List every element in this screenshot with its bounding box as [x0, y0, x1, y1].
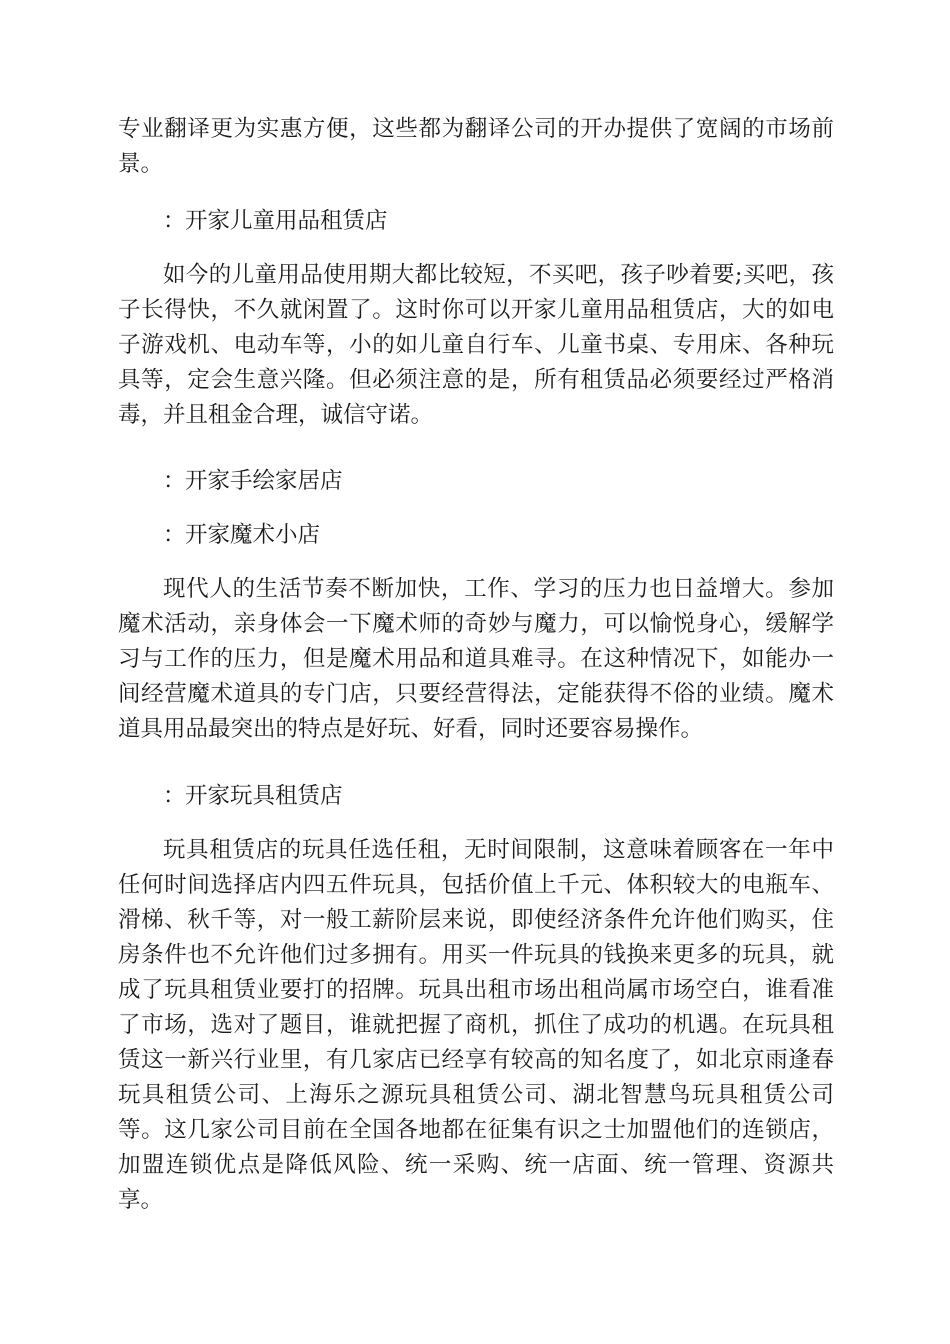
heading-prefix: ： — [163, 468, 186, 494]
section-heading-toy-rental — [118, 779, 879, 814]
paragraph-toy-rental: 玩具租赁店的玩具任选任租，无时间限制，这意味着顾客在一年中任何时间选择店内四五件玩具，包括价值上千元、体积较大的电瓶车、滑梯、秋千等，对一般工薪阶层来说，即使经济条件允许他们购买，住房条件也不允许他们过多拥有。用买一件玩具的钱换来更多的玩具，就成了玩具租赁业要打的招牌。玩具出租市场出租尚属市场空白，谁看准了市场，选对了题目，谁就把握了商机，抓住了成功的机遇。在玩具租赁这一新兴行业里，有几家店已经享有较高的知名度了，如北京雨逢春玩具租赁公司、上海乐之源玩具租赁公司、湖北智慧鸟玩具租赁公司等。这几家公司目前在全国各地都在征集有识之士加盟他们的连锁店，加盟连锁优点是降低风险、统一采购、统一店面、统一管理、资源共享。 — [118, 837, 834, 1213]
paragraph-magic-shop: 现代人的生活节奏不断加快，工作、学习的压力也日益增大。参加魔术活动，亲身体会一下魔术师的奇妙与魔力，可以愉悦身心，缓解学习与工作的压力，但是魔术用品和道具难寻。在这种情况下，如能办一间经营魔术道具的专门店，只要经营得法，定能获得不俗的业绩。魔术道具用品最突出的特点是好玩、好看，同时还要容易操作。 — [118, 576, 834, 742]
heading-text: 开家儿童用品租赁店 — [185, 208, 388, 234]
heading-prefix: ： — [163, 208, 186, 234]
paragraph-children-rental: 如今的儿童用品使用期大都比较短，不买吧，孩子吵着要;买吧，孩子长得快，不久就闲置了。这时你可以开家儿童用品租赁店，大的如电子游戏机、电动车等，小的如儿童自行车、儿童书桌、专用床、各种玩具等，定会生意兴隆。但必须注意的是，所有租赁品必须要经过严格消毒，并且租金合理，诚信守诺。 — [118, 262, 834, 428]
heading-text: 开家魔术小店 — [185, 522, 321, 548]
paragraph-continued: 专业翻译更为实惠方便，这些都为翻译公司的开办提供了宽阔的市场前景。 — [118, 116, 834, 177]
heading-text: 开家玩具租赁店 — [185, 783, 343, 809]
heading-text: 开家手绘家居店 — [185, 468, 343, 494]
section-heading-magic-shop — [118, 518, 879, 553]
heading-prefix: ： — [163, 783, 186, 809]
section-heading-children-rental — [118, 204, 879, 239]
heading-prefix: ： — [163, 522, 186, 548]
section-heading-hand-painted-home — [118, 464, 879, 499]
